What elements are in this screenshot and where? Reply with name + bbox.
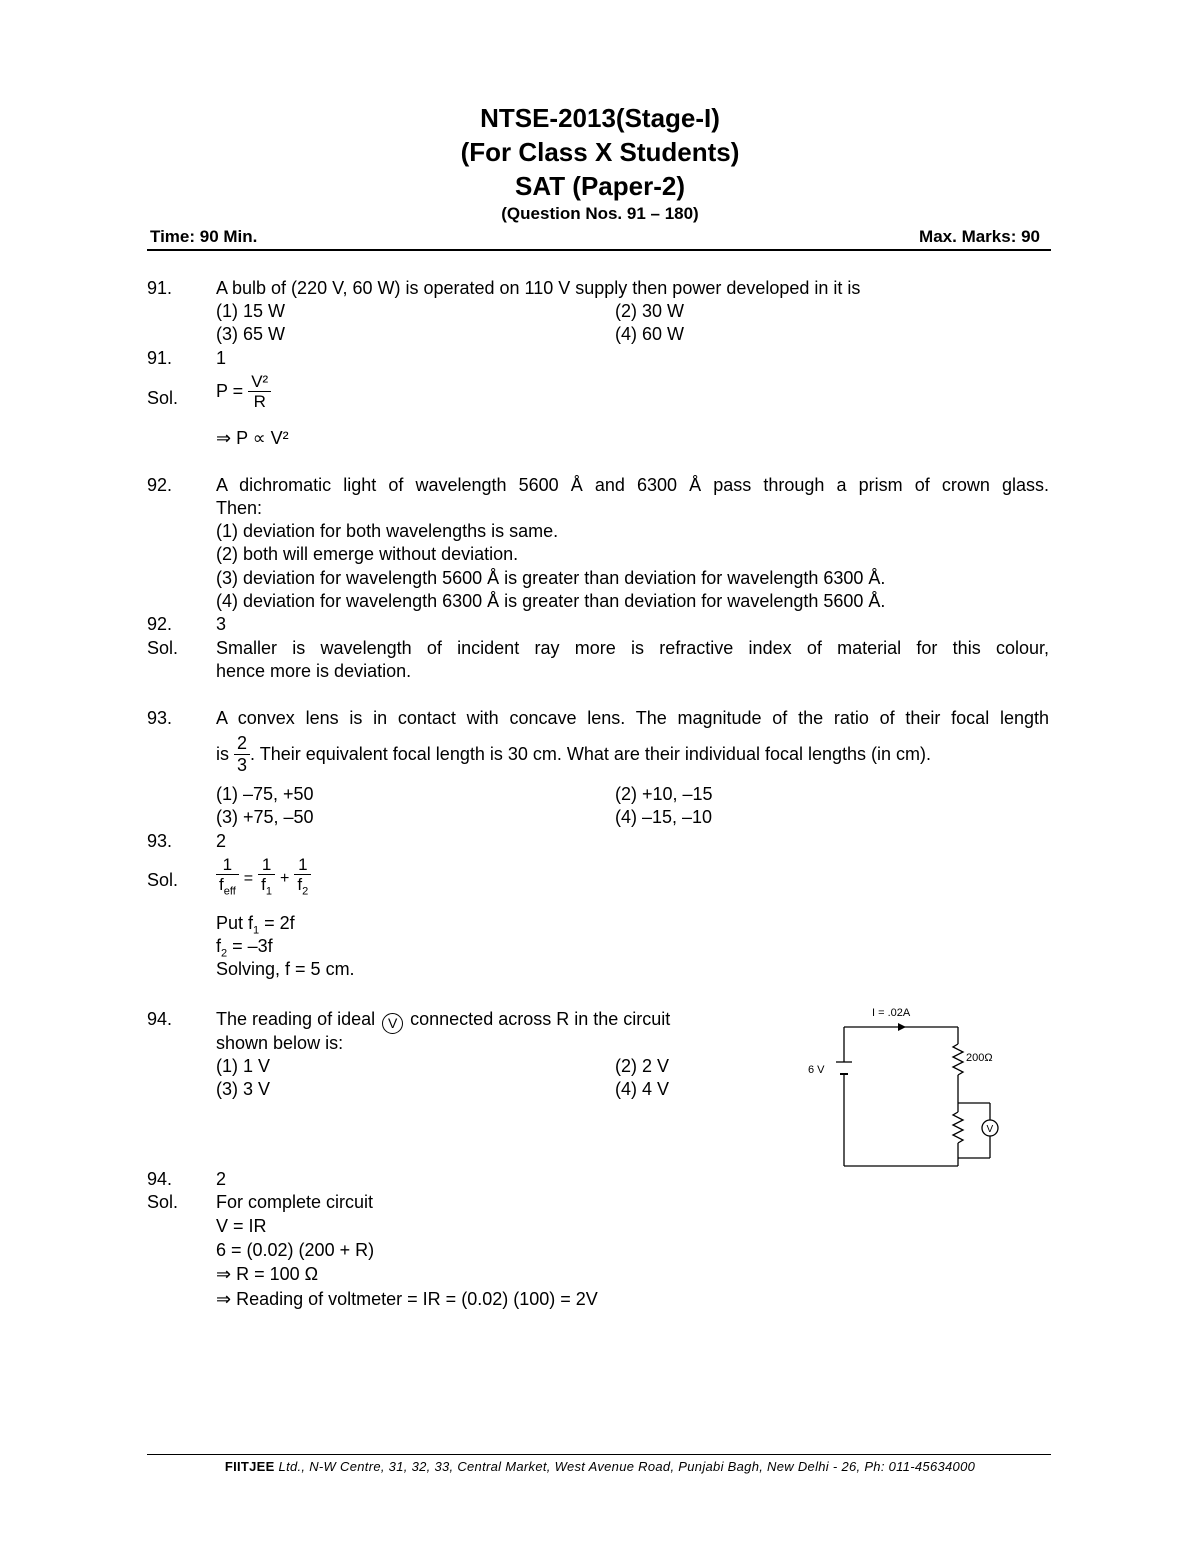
q93-equals-sign: = bbox=[243, 869, 254, 887]
q94-option-3: (3) 3 V bbox=[216, 1079, 271, 1099]
q91-sol-formula bbox=[216, 372, 271, 411]
q93-option-3: (3) +75, –50 bbox=[216, 807, 314, 827]
q94-option-1: (1) 1 V bbox=[216, 1056, 271, 1076]
q94-number: 94. bbox=[147, 1009, 173, 1029]
q94-text-2: shown below is: bbox=[216, 1033, 344, 1053]
q92-text-2: Then: bbox=[216, 498, 263, 518]
circuit-voltmeter-label: V bbox=[986, 1124, 994, 1135]
q93-sol-lens-formula bbox=[216, 855, 311, 901]
q93-plus-sign: + bbox=[280, 869, 290, 887]
q93-f1: f bbox=[261, 875, 266, 894]
q91-option-3: (3) 65 W bbox=[216, 324, 286, 344]
circuit-battery-label: 6 V bbox=[808, 1064, 825, 1076]
q92-answer: 3 bbox=[216, 614, 227, 634]
q93-frac-f2-num: 1 bbox=[294, 855, 311, 875]
q94-sol-2: V = IR bbox=[216, 1216, 267, 1236]
q92-option-3: (3) deviation for wavelength 5600 Å is greater than deviation for wavelength 6300 Å. bbox=[216, 568, 886, 588]
circuit-current-label: I = .02A bbox=[872, 1007, 911, 1019]
q93-option-2: (2) +10, –15 bbox=[615, 784, 713, 804]
page-footer bbox=[0, 1459, 1200, 1474]
q91-sol-denominator: R bbox=[253, 392, 266, 411]
q91-sol-fraction bbox=[248, 372, 271, 411]
q93-number: 93. bbox=[147, 708, 173, 728]
header-rule bbox=[147, 249, 1051, 251]
q91-text: A bulb of (220 V, 60 W) is operated on 110 V supply then power developed in it is bbox=[216, 278, 861, 298]
q92-option-4: (4) deviation for wavelength 6300 Å is greater than deviation for wavelength 5600 Å. bbox=[216, 591, 886, 611]
q93-ratio-fraction bbox=[234, 733, 250, 776]
footer-brand: FIITJEE bbox=[224, 1459, 275, 1474]
q92-sol-2: hence more is deviation. bbox=[216, 661, 412, 681]
current-arrow-icon bbox=[898, 1023, 906, 1031]
q93-f2-line-rest: = –3f bbox=[227, 936, 273, 956]
q93-text-2-pre: is bbox=[216, 744, 229, 764]
q91-number: 91. bbox=[147, 278, 173, 298]
q93-ratio-denominator: 3 bbox=[237, 755, 248, 775]
circuit-diagram bbox=[800, 1000, 1010, 1175]
q94-sol-4: ⇒ R = 100 Ω bbox=[216, 1264, 319, 1284]
q92-answer-number: 92. bbox=[147, 614, 173, 634]
q93-sol-solving: Solving, f = 5 cm. bbox=[216, 959, 355, 979]
q91-option-1: (1) 15 W bbox=[216, 301, 286, 321]
q94-answer-number: 94. bbox=[147, 1169, 173, 1189]
q93-option-1: (1) –75, +50 bbox=[216, 784, 314, 804]
q94-sol-label: Sol. bbox=[147, 1192, 179, 1212]
voltmeter-symbol-icon bbox=[382, 1013, 403, 1034]
circuit-resistor-label: 200Ω bbox=[966, 1052, 993, 1064]
q91-answer: 1 bbox=[216, 348, 227, 368]
q94-sol-3: 6 = (0.02) (200 + R) bbox=[216, 1240, 375, 1260]
q93-put-text: Put f bbox=[216, 913, 254, 933]
q93-f2: f bbox=[297, 875, 303, 894]
q92-option-1: (1) deviation for both wavelengths is same. bbox=[216, 521, 559, 541]
paper-title: SAT (Paper-2) bbox=[515, 171, 685, 201]
q93-feff: f bbox=[219, 875, 224, 894]
footer-address: Ltd., N-W Centre, 31, 32, 33, Central Market, West Avenue Road, Punjabi Bagh, New Delhi - 26, Ph: 011-45634000 bbox=[274, 1459, 976, 1474]
q92-sol-label: Sol. bbox=[147, 638, 179, 658]
q94-sol-5: ⇒ Reading of voltmeter = IR = (0.02) (100) = 2V bbox=[216, 1289, 598, 1309]
q91-option-4: (4) 60 W bbox=[615, 324, 685, 344]
q93-frac-feff-den bbox=[216, 875, 239, 901]
q93-f1-sub: 1 bbox=[265, 885, 272, 898]
page-subtitle: (For Class X Students) bbox=[460, 137, 740, 167]
question-range: (Question Nos. 91 – 180) bbox=[501, 204, 699, 223]
q91-answer-number: 91. bbox=[147, 348, 173, 368]
q94-answer: 2 bbox=[216, 1169, 227, 1189]
footer-rule bbox=[147, 1454, 1051, 1455]
q93-feff-sub: eff bbox=[223, 885, 236, 898]
q93-frac-f2 bbox=[294, 855, 311, 901]
q91-sol-p: P = bbox=[216, 381, 244, 401]
q93-f2-line-text: f bbox=[216, 936, 222, 956]
q93-text-2-post: . Their equivalent focal length is 30 cm. What are their individual focal lengths (in cm). bbox=[250, 744, 932, 764]
q93-text-2 bbox=[216, 733, 931, 776]
q94-sol-1: For complete circuit bbox=[216, 1192, 374, 1212]
q94-text-1-pre: The reading of ideal bbox=[216, 1009, 376, 1029]
q93-frac-f1-den bbox=[258, 875, 275, 901]
q91-option-2: (2) 30 W bbox=[615, 301, 685, 321]
voltmeter-symbol-text: V bbox=[387, 1015, 398, 1031]
q92-option-2: (2) both will emerge without deviation. bbox=[216, 544, 519, 564]
q93-frac-feff bbox=[216, 855, 239, 901]
page-title: NTSE-2013(Stage-I) bbox=[480, 103, 720, 133]
resistor-r-icon bbox=[953, 1112, 963, 1143]
q93-text-1: A convex lens is in contact with concave lens. The magnitude of the ratio of their focal length bbox=[216, 708, 1049, 728]
q93-frac-f1 bbox=[258, 855, 275, 901]
q93-f2-line-sub: 2 bbox=[221, 947, 228, 960]
q92-number: 92. bbox=[147, 475, 173, 495]
q93-put-sub: 1 bbox=[253, 924, 260, 937]
q93-ratio-numerator: 2 bbox=[234, 733, 250, 755]
q93-sol-label: Sol. bbox=[147, 870, 179, 890]
q92-sol-1: Smaller is wavelength of incident ray more is refractive index of material for this colour, bbox=[216, 638, 1049, 658]
q93-frac-f1-num: 1 bbox=[258, 855, 275, 875]
q93-option-4: (4) –15, –10 bbox=[615, 807, 713, 827]
q91-sol-label: Sol. bbox=[147, 388, 179, 408]
q92-text-1: A dichromatic light of wavelength 5600 Å and 6300 Å pass through a prism of crown glass. bbox=[216, 475, 1049, 495]
q93-frac-f2-den bbox=[294, 875, 311, 901]
time-label: Time: 90 Min. bbox=[150, 227, 258, 246]
q93-f2-sub: 2 bbox=[302, 885, 309, 898]
q94-text-1-post: connected across R in the circuit bbox=[410, 1009, 671, 1029]
q93-answer: 2 bbox=[216, 831, 227, 851]
q94-option-4: (4) 4 V bbox=[615, 1079, 670, 1099]
resistor-200-icon bbox=[953, 1044, 963, 1075]
max-marks-label: Max. Marks: 90 bbox=[919, 227, 1040, 246]
q93-frac-feff-num: 1 bbox=[216, 855, 239, 875]
q91-sol-numerator: V² bbox=[248, 372, 271, 392]
q93-put-rest: = 2f bbox=[259, 913, 295, 933]
q94-text-1 bbox=[216, 1008, 670, 1034]
q94-option-2: (2) 2 V bbox=[615, 1056, 670, 1076]
q93-answer-number: 93. bbox=[147, 831, 173, 851]
q91-sol-line2: ⇒ P ∝ V² bbox=[216, 428, 289, 448]
